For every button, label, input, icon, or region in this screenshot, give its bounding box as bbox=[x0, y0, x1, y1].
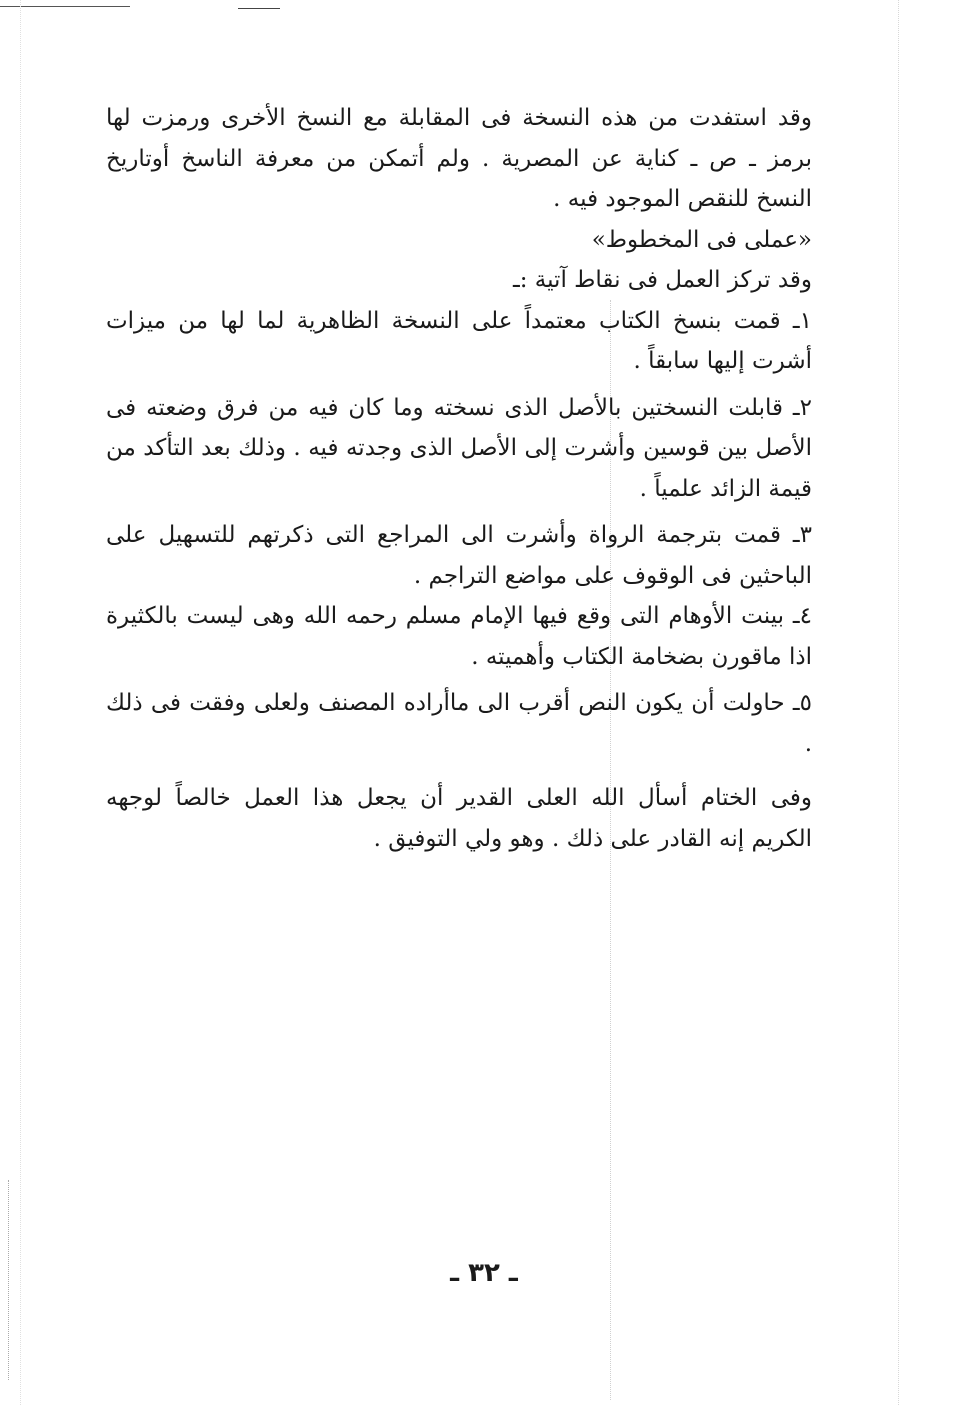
section-lead: وقد تركز العمل فى نقاط آتية :ـ bbox=[512, 267, 812, 293]
list-item: ٥ـ حاولت أن يكون النص أقرب الى ماأراده المصنف ولعلى وفقت فى ذلك . bbox=[106, 690, 812, 757]
closing-paragraph: وفى الختام أسأل الله العلى القدير أن يجعل هذا العمل خالصاً لوجهه الكريم إنه القادر على ذلك . وهو ولي التوفيق . bbox=[106, 785, 812, 852]
list-item: ١ـ قمت بنسخ الكتاب معتمداً على النسخة الظاهرية لما لها من ميزات أشرت إليها سابقاً . bbox=[106, 307, 812, 374]
scan-artifact-dots bbox=[20, 0, 22, 1405]
body-text bbox=[106, 98, 812, 859]
list-item: ٢ـ قابلت النسختين بالأصل الذى نسخته وما كان فيه من فرق وضعته فى الأصل بين قوسين وأشرت إلى الأصل الذى وجدته فيه . وذلك بعد التأكد من قيمة الزائد علمياً . bbox=[106, 394, 812, 502]
scan-artifact-dots bbox=[898, 0, 900, 1405]
intro-paragraph: وقد استفدت من هذه النسخة فى المقابلة مع النسخ الأخرى ورمزت لها برمز ـ ص ـ كناية عن المصرية . ولم أتمكن من معرفة الناسخ أوتاريخ النسخ للنقص الموجود فيه . bbox=[106, 105, 812, 212]
list-item: ٣ـ قمت بترجمة الرواة وأشرت الى المراجع التى ذكرتهم للتسهيل على الباحثين فى الوقوف على مواضع التراجم . bbox=[106, 522, 812, 589]
page-number: ـ ٣٢ ـ bbox=[450, 1258, 518, 1288]
section-heading: «عملى فى المخطوط» bbox=[591, 226, 812, 253]
scan-artifact-dots bbox=[8, 1180, 10, 1380]
scan-artifact-line bbox=[238, 8, 280, 9]
list-item: ٤ـ بينت الأوهام التى وقع فيها الإمام مسلم رحمه الله وهى ليست بالكثيرة اذا ماقورن بضخامة الكتاب وأهميته . bbox=[106, 603, 812, 670]
